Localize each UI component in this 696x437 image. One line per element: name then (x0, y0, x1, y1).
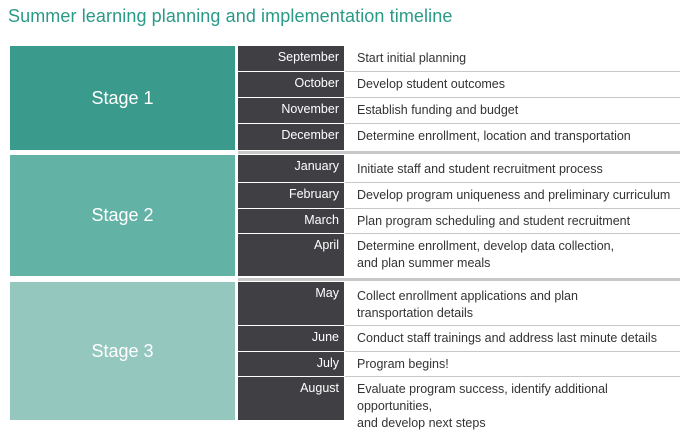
stage-1-label: Stage 1 (91, 87, 154, 108)
stage-2-label: Stage 2 (91, 205, 154, 225)
month-cell: June (238, 326, 344, 351)
stage-1-block (10, 46, 235, 150)
chart-title: Summer learning planning and implementation timeline (8, 6, 453, 26)
task-cell: Establish funding and budget (345, 98, 680, 123)
task-cell: Program begins! (345, 352, 680, 376)
month-cell: October (238, 72, 344, 97)
month-cell: February (238, 183, 344, 208)
stage-2-block (10, 155, 235, 276)
stage-divider (238, 278, 680, 281)
task-cell: Evaluate program success, identify additional opportunities, and develop next steps (345, 377, 680, 420)
task-cell: Plan program scheduling and student recruitment (345, 209, 680, 233)
month-cell: August (238, 377, 344, 420)
month-cell: November (238, 98, 344, 123)
month-cell: March (238, 209, 344, 233)
month-cell: January (238, 155, 344, 182)
stage-3-block (10, 282, 235, 420)
month-cell: December (238, 124, 344, 150)
task-cell: Conduct staff trainings and address last minute details (345, 326, 680, 351)
month-cell: May (238, 282, 344, 325)
month-cell: April (238, 234, 344, 276)
task-cell: Start initial planning (345, 46, 680, 71)
task-cell: Initiate staff and student recruitment process (345, 155, 680, 182)
task-cell: Develop program uniqueness and preliminary curriculum (345, 183, 680, 208)
stage-divider (238, 151, 680, 154)
task-cell: Determine enrollment, location and transportation (345, 124, 680, 150)
task-cell: Collect enrollment applications and plan transportation details (345, 282, 680, 325)
task-cell: Develop student outcomes (345, 72, 680, 97)
month-cell: July (238, 352, 344, 376)
task-cell: Determine enrollment, develop data collection, and plan summer meals (345, 234, 680, 276)
month-cell: September (238, 46, 344, 71)
stage-3-label: Stage 3 (91, 340, 154, 361)
